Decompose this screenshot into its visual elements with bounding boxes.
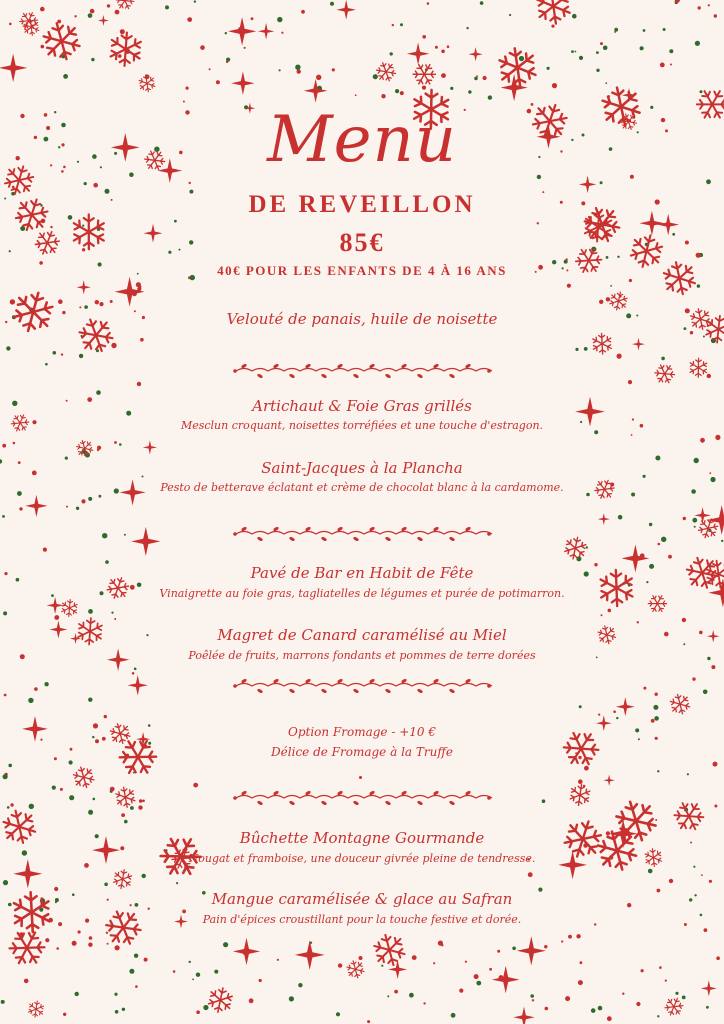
menu-subtitle: DE REVEILLON: [248, 191, 476, 218]
main1-description: Vinaigrette au foie gras, tagliatelles de légumes et purée de potimarron.: [159, 587, 565, 600]
vine-divider-icon: [232, 676, 492, 696]
starter1-name: Artichaut & Foie Gras grillés: [252, 397, 472, 415]
starter1-description: Mesclun croquant, noisettes torréfiées et une touche d'estragon.: [180, 419, 544, 432]
main2-name: Magret de Canard caramélisé au Miel: [217, 626, 507, 644]
dessert2-name: Mangue caramélisée & glace au Safran: [211, 890, 513, 908]
vine-divider-icon: [232, 361, 492, 381]
menu-title: Menu: [267, 103, 457, 177]
menu-price: 85€: [339, 228, 385, 257]
starter2-name: Saint-Jacques à la Plancha: [261, 459, 463, 477]
cheese-option: Option Fromage - +10 €: [287, 725, 436, 739]
vine-divider-icon: [232, 524, 492, 544]
dessert2-description: Pain d'épices croustillant pour la touche festive et dorée.: [202, 913, 522, 926]
dot-icon: [359, 776, 362, 779]
main1-name: Pavé de Bar en Habit de Fête: [250, 564, 474, 582]
dessert1-description: Nougat et framboise, une douceur givrée pleine de tendresse.: [188, 852, 536, 865]
amuse-bouche-name: Velouté de panais, huile de noisette: [226, 310, 498, 328]
starter2-description: Pesto de betterave éclatant et crème de chocolat blanc à la cardamome.: [160, 481, 564, 494]
cheese-name: Délice de Fromage à la Truffe: [271, 745, 453, 759]
vine-divider-icon: [232, 788, 492, 808]
kids-price: 40€ POUR LES ENFANTS DE 4 À 16 ANS: [217, 263, 507, 278]
dessert1-name: Bûchette Montagne Gourmande: [239, 829, 485, 847]
main2-description: Poêlée de fruits, marrons fondants et pommes de terre dorées: [188, 649, 536, 662]
